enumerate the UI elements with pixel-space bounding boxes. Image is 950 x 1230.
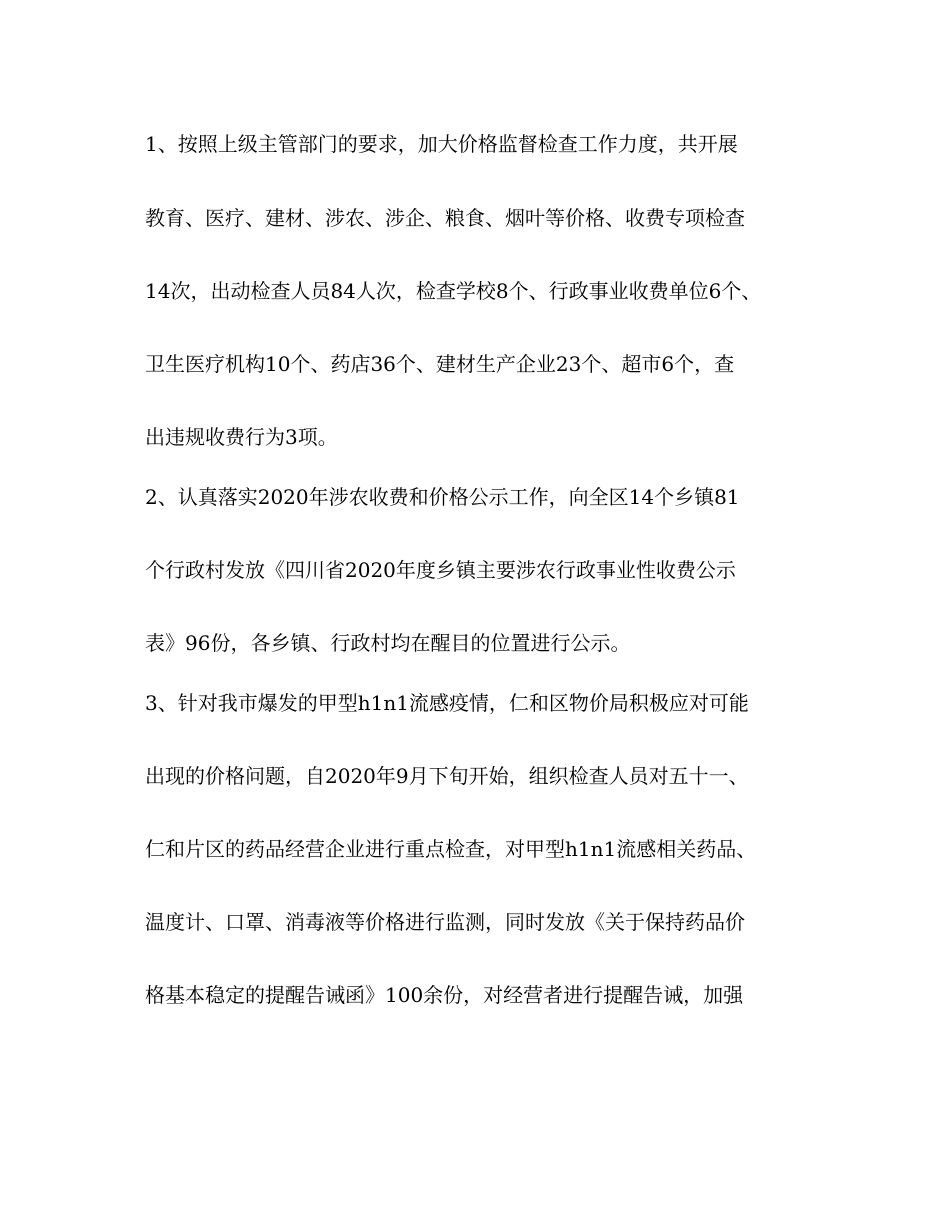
paragraph-3-line-3: 仁和片区的药品经营企业进行重点检查，对甲型h1n1流感相关药品、 <box>145 837 757 861</box>
paragraph-2-line-1: 2、认真落实2020年涉农收费和价格公示工作，向全区14个乡镇81 <box>145 485 740 509</box>
paragraph-3-line-2: 出现的价格问题，自2020年9月下旬开始，组织检查人员对五十一、 <box>145 764 749 788</box>
paragraph-3-line-5: 格基本稳定的提醒告诫函》100余份，对经营者进行提醒告诫，加强 <box>145 983 744 1007</box>
paragraph-2-line-3: 表》96份，各乡镇、行政村均在醒目的位置进行公示。 <box>145 631 631 655</box>
paragraph-1-line-2: 教育、医疗、建材、涉农、涉企、粮食、烟叶等价格、收费专项检查 <box>145 206 745 230</box>
paragraph-2-line-2: 个行政村发放《四川省2020年度乡镇主要涉农行政事业性收费公示 <box>145 558 736 582</box>
paragraph-3-line-4: 温度计、口罩、消毒液等价格进行监测，同时发放《关于保持药品价 <box>145 910 745 934</box>
paragraph-1-line-4: 卫生医疗机构10个、药店36个、建材生产企业23个、超市6个，查 <box>145 352 735 376</box>
paragraph-3-line-1: 3、针对我市爆发的甲型h1n1流感疫情，仁和区物价局积极应对可能 <box>145 691 749 715</box>
paragraph-1-line-5: 出违规收费行为3项。 <box>145 425 338 449</box>
paragraph-1-line-1: 1、按照上级主管部门的要求，加大价格监督检查工作力度，共开展 <box>145 132 738 156</box>
paragraph-1-line-3: 14次，出动检查人员84人次，检查学校8个、行政事业收费单位6个、 <box>145 279 762 303</box>
